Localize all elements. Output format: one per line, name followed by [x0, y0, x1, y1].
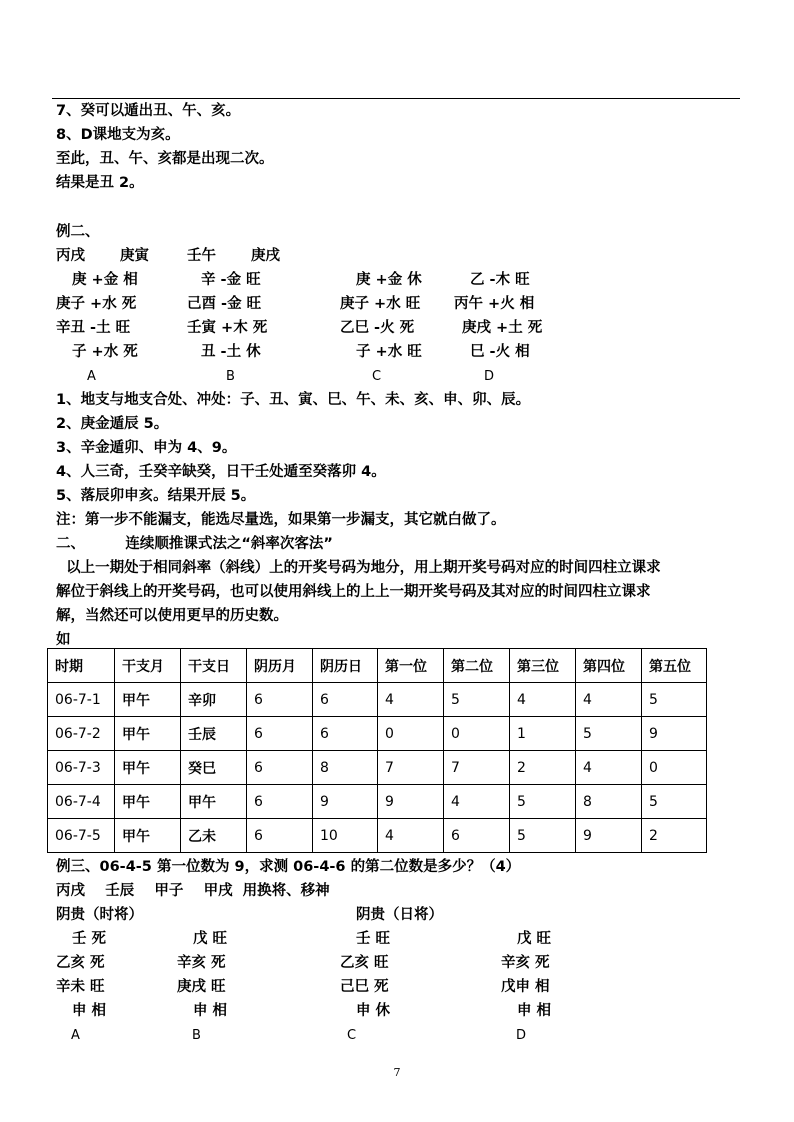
table-row — [48, 751, 707, 785]
table-cell: 6 — [247, 683, 313, 717]
ex3-left-heading: 阴贵（时将） — [56, 907, 143, 923]
ex2-cell: 丙午 +火 相 — [454, 296, 535, 312]
table-cell: 0 — [444, 717, 510, 751]
table-cell: 4 — [378, 819, 444, 853]
ex2-cell: 庚 +金 休 — [356, 272, 422, 288]
table-cell: 4 — [576, 751, 642, 785]
table-header: 干支月 — [115, 649, 181, 683]
example-2-title: 例二、 — [56, 224, 100, 240]
ex2-pillar: 丙戌 — [56, 248, 85, 264]
table-row — [48, 785, 707, 819]
ru-label: 如 — [56, 632, 71, 648]
ex3-cell: 申 相 — [72, 1003, 107, 1019]
table-cell: 辛卯 — [181, 683, 247, 717]
table-cell: 甲午 — [115, 751, 181, 785]
ex2-label-d: D — [484, 369, 495, 384]
ex2-cell: 巳 -火 相 — [470, 344, 530, 360]
table-header: 第二位 — [444, 649, 510, 683]
ex2-cell: 己酉 -金 旺 — [187, 296, 262, 312]
ex3-cell: 辛未 旺 — [56, 979, 105, 995]
ex2-cell: 庚 +金 相 — [72, 272, 138, 288]
note-5: 5、落辰卯申亥。结果开辰 5。 — [56, 488, 256, 504]
table-cell: 2 — [642, 819, 707, 853]
ex3-pillars: 丙戌 壬辰 甲子 甲戌 用换将、移神 — [56, 883, 330, 899]
table-cell: 5 — [576, 717, 642, 751]
table-cell: 1 — [510, 717, 576, 751]
table-cell: 9 — [313, 785, 378, 819]
paragraph-line-2: 解位于斜线上的开奖号码，也可以使用斜线上的上上一期开奖号码及其对应的时间四柱立课求 — [56, 584, 651, 600]
table-row — [48, 683, 707, 717]
table-cell: 0 — [378, 717, 444, 751]
ex3-cell: 乙亥 死 — [56, 955, 105, 971]
ex2-cell: 乙 -木 旺 — [470, 272, 530, 288]
ex2-cell: 乙巳 -火 死 — [340, 320, 415, 336]
table-cell: 甲午 — [115, 819, 181, 853]
table-cell: 5 — [510, 819, 576, 853]
ex2-pillar: 庚戌 — [251, 248, 280, 264]
ex3-cell: 辛亥 死 — [501, 955, 550, 971]
table-cell: 4 — [576, 683, 642, 717]
table-header: 第三位 — [510, 649, 576, 683]
table-header: 第四位 — [576, 649, 642, 683]
line-8: 8、D课地支为亥。 — [56, 127, 180, 143]
table-cell: 6 — [247, 717, 313, 751]
ex3-cell: 庚戌 旺 — [177, 979, 226, 995]
ex3-cell: 申 相 — [193, 1003, 228, 1019]
table-cell: 4 — [510, 683, 576, 717]
ex3-cell: 壬 死 — [72, 931, 107, 947]
note-3: 3、辛金遁卯、申为 4、9。 — [56, 440, 237, 456]
ex3-cell: 申 相 — [517, 1003, 552, 1019]
ex3-label-a: A — [71, 1028, 80, 1043]
table-header: 时期 — [48, 649, 115, 683]
ex2-cell: 庚子 +水 旺 — [340, 296, 421, 312]
ex2-cell: 辛 -金 旺 — [201, 272, 261, 288]
ex3-label-d: D — [516, 1028, 527, 1043]
ex2-label-b: B — [226, 369, 235, 384]
ex2-cell: 子 +水 旺 — [356, 344, 422, 360]
table-cell: 8 — [313, 751, 378, 785]
table-cell: 6 — [444, 819, 510, 853]
table-cell: 9 — [378, 785, 444, 819]
table-cell: 乙未 — [181, 819, 247, 853]
table-cell: 甲午 — [115, 683, 181, 717]
header-rule — [52, 98, 740, 99]
ex2-cell: 壬寅 +木 死 — [187, 320, 268, 336]
table-cell: 6 — [313, 683, 378, 717]
table-cell: 10 — [313, 819, 378, 853]
table-cell: 7 — [444, 751, 510, 785]
table-cell: 06-7-5 — [48, 819, 115, 853]
ex2-label-c: C — [372, 369, 382, 384]
ex2-cell: 庚子 +水 死 — [56, 296, 137, 312]
ex3-label-b: B — [192, 1028, 201, 1043]
note-1: 1、地支与地支合处、冲处：子、丑、寅、巳、午、未、亥、申、卯、辰。 — [56, 392, 531, 408]
ex2-pillar: 庚寅 — [120, 248, 149, 264]
history-table — [47, 648, 707, 853]
table-cell: 甲午 — [115, 717, 181, 751]
ex3-cell: 戊 旺 — [193, 931, 228, 947]
table-cell: 06-7-4 — [48, 785, 115, 819]
ex3-label-c: C — [347, 1028, 357, 1043]
table-cell: 6 — [313, 717, 378, 751]
section-2-heading: 二、 连续顺推课式法之“斜率次客法” — [56, 536, 333, 552]
ex2-cell: 子 +水 死 — [72, 344, 138, 360]
ex2-cell: 庚戌 +土 死 — [462, 320, 543, 336]
table-cell: 甲午 — [115, 785, 181, 819]
ex3-cell: 己巳 死 — [340, 979, 389, 995]
table-cell: 4 — [378, 683, 444, 717]
caution-note: 注：第一步不能漏支，能选尽量选，如果第一步漏支，其它就白做了。 — [56, 512, 506, 528]
ex3-right-heading: 阴贵（日将） — [356, 907, 443, 923]
table-cell: 5 — [642, 785, 707, 819]
table-cell: 06-7-2 — [48, 717, 115, 751]
table-cell: 8 — [576, 785, 642, 819]
line-conclusion: 至此，丑、午、亥都是出现二次。 — [56, 151, 274, 167]
ex3-cell: 戊 旺 — [517, 931, 552, 947]
table-cell: 06-7-3 — [48, 751, 115, 785]
table-header: 阴历月 — [247, 649, 313, 683]
note-4: 4、人三奇，壬癸辛缺癸，日干壬处遁至癸落卯 4。 — [56, 464, 386, 480]
table-cell: 甲午 — [181, 785, 247, 819]
table-row — [48, 819, 707, 853]
table-cell: 6 — [247, 751, 313, 785]
ex3-cell: 辛亥 死 — [177, 955, 226, 971]
table-cell: 9 — [576, 819, 642, 853]
ex2-pillar: 壬午 — [187, 248, 216, 264]
paragraph-line-3: 解，当然还可以使用更早的历史数。 — [56, 608, 288, 624]
table-header: 第一位 — [378, 649, 444, 683]
table-cell: 9 — [642, 717, 707, 751]
page-number: 7 — [393, 1066, 401, 1079]
table-header: 阴历日 — [313, 649, 378, 683]
ex3-cell: 乙亥 旺 — [340, 955, 389, 971]
table-cell: 2 — [510, 751, 576, 785]
table-cell: 06-7-1 — [48, 683, 115, 717]
table-cell: 7 — [378, 751, 444, 785]
line-7: 7、癸可以遁出丑、午、亥。 — [56, 103, 241, 119]
table-cell: 壬辰 — [181, 717, 247, 751]
table-row — [48, 717, 707, 751]
table-cell: 癸巳 — [181, 751, 247, 785]
table-header: 第五位 — [642, 649, 707, 683]
table-cell: 6 — [247, 785, 313, 819]
ex2-cell: 丑 -土 休 — [201, 344, 261, 360]
ex3-cell: 申 休 — [356, 1003, 391, 1019]
table-cell: 0 — [642, 751, 707, 785]
table-cell: 4 — [444, 785, 510, 819]
ex2-cell: 辛丑 -土 旺 — [56, 320, 131, 336]
table-cell: 6 — [247, 819, 313, 853]
ex2-label-a: A — [87, 369, 96, 384]
table-header: 干支日 — [181, 649, 247, 683]
ex3-cell: 壬 旺 — [356, 931, 391, 947]
paragraph-line-1: 以上一期处于相同斜率（斜线）上的开奖号码为地分，用上期开奖号码对应的时间四柱立课求 — [56, 560, 661, 576]
table-cell: 5 — [444, 683, 510, 717]
ex3-cell: 戊申 相 — [501, 979, 550, 995]
table-cell: 5 — [510, 785, 576, 819]
line-result: 结果是丑 2。 — [56, 175, 144, 191]
table-header-row — [48, 649, 707, 683]
note-2: 2、庚金遁辰 5。 — [56, 416, 169, 432]
table-cell: 5 — [642, 683, 707, 717]
example-3-title: 例三、06-4-5 第一位数为 9，求测 06-4-6 的第二位数是多少？（4） — [56, 859, 521, 875]
